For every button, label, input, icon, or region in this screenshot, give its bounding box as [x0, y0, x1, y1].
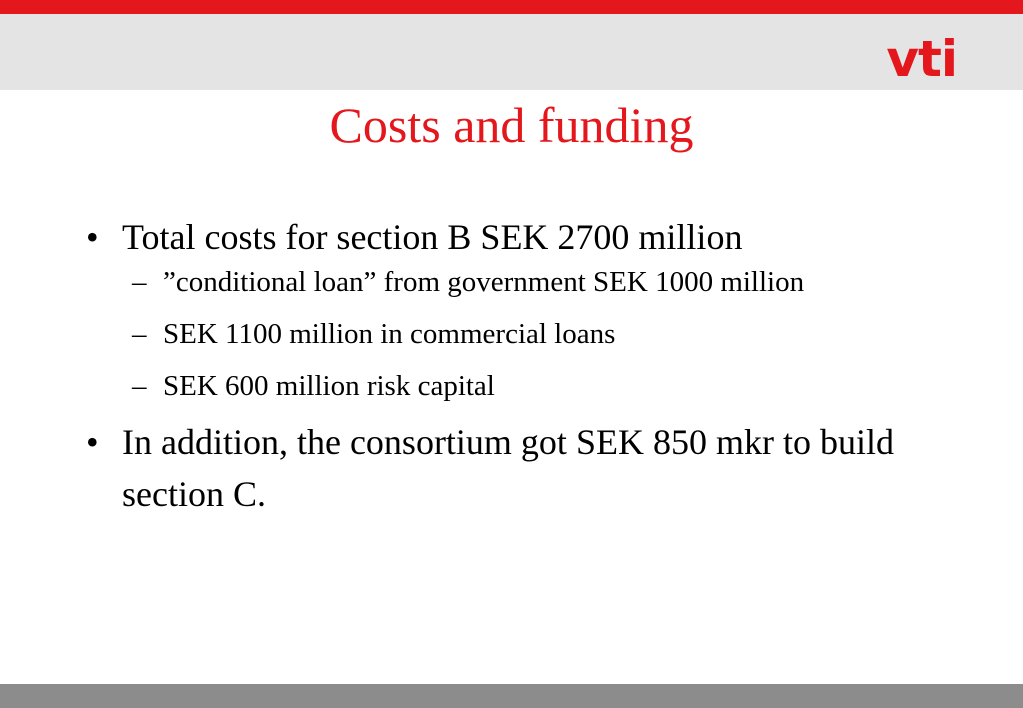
- dash-mark: –: [132, 318, 147, 350]
- slide-content: [86, 214, 946, 520]
- dash-mark: –: [132, 266, 147, 298]
- bottom-bar: [0, 684, 1023, 708]
- vti-logo: vti: [886, 30, 957, 88]
- bullet-mark: •: [86, 422, 99, 462]
- slide-title: Costs and funding: [329, 97, 694, 153]
- sub-bullet-text: ”conditional loan” from government SEK 1000 million: [163, 266, 805, 298]
- top-red-bar: [0, 0, 1023, 14]
- sub-bullet-item: [132, 366, 863, 406]
- sub-bullet-text: SEK 600 million risk capital: [163, 370, 495, 402]
- sub-bullet-text: SEK 1100 million in commercial loans: [163, 318, 616, 350]
- sub-bullet-item: [132, 314, 863, 354]
- bullet-text: Total costs for section B SEK 2700 million: [122, 217, 743, 257]
- sub-bullet-item: [132, 262, 863, 302]
- bullet-item: [86, 416, 952, 520]
- bullet-mark: •: [86, 217, 99, 257]
- header-band: [0, 14, 1023, 90]
- sub-bullet-list: [132, 262, 946, 406]
- bullet-text: In addition, the consortium got SEK 850 mkr to build section C.: [122, 422, 894, 514]
- bullet-item: [86, 214, 946, 260]
- dash-mark: –: [132, 370, 147, 402]
